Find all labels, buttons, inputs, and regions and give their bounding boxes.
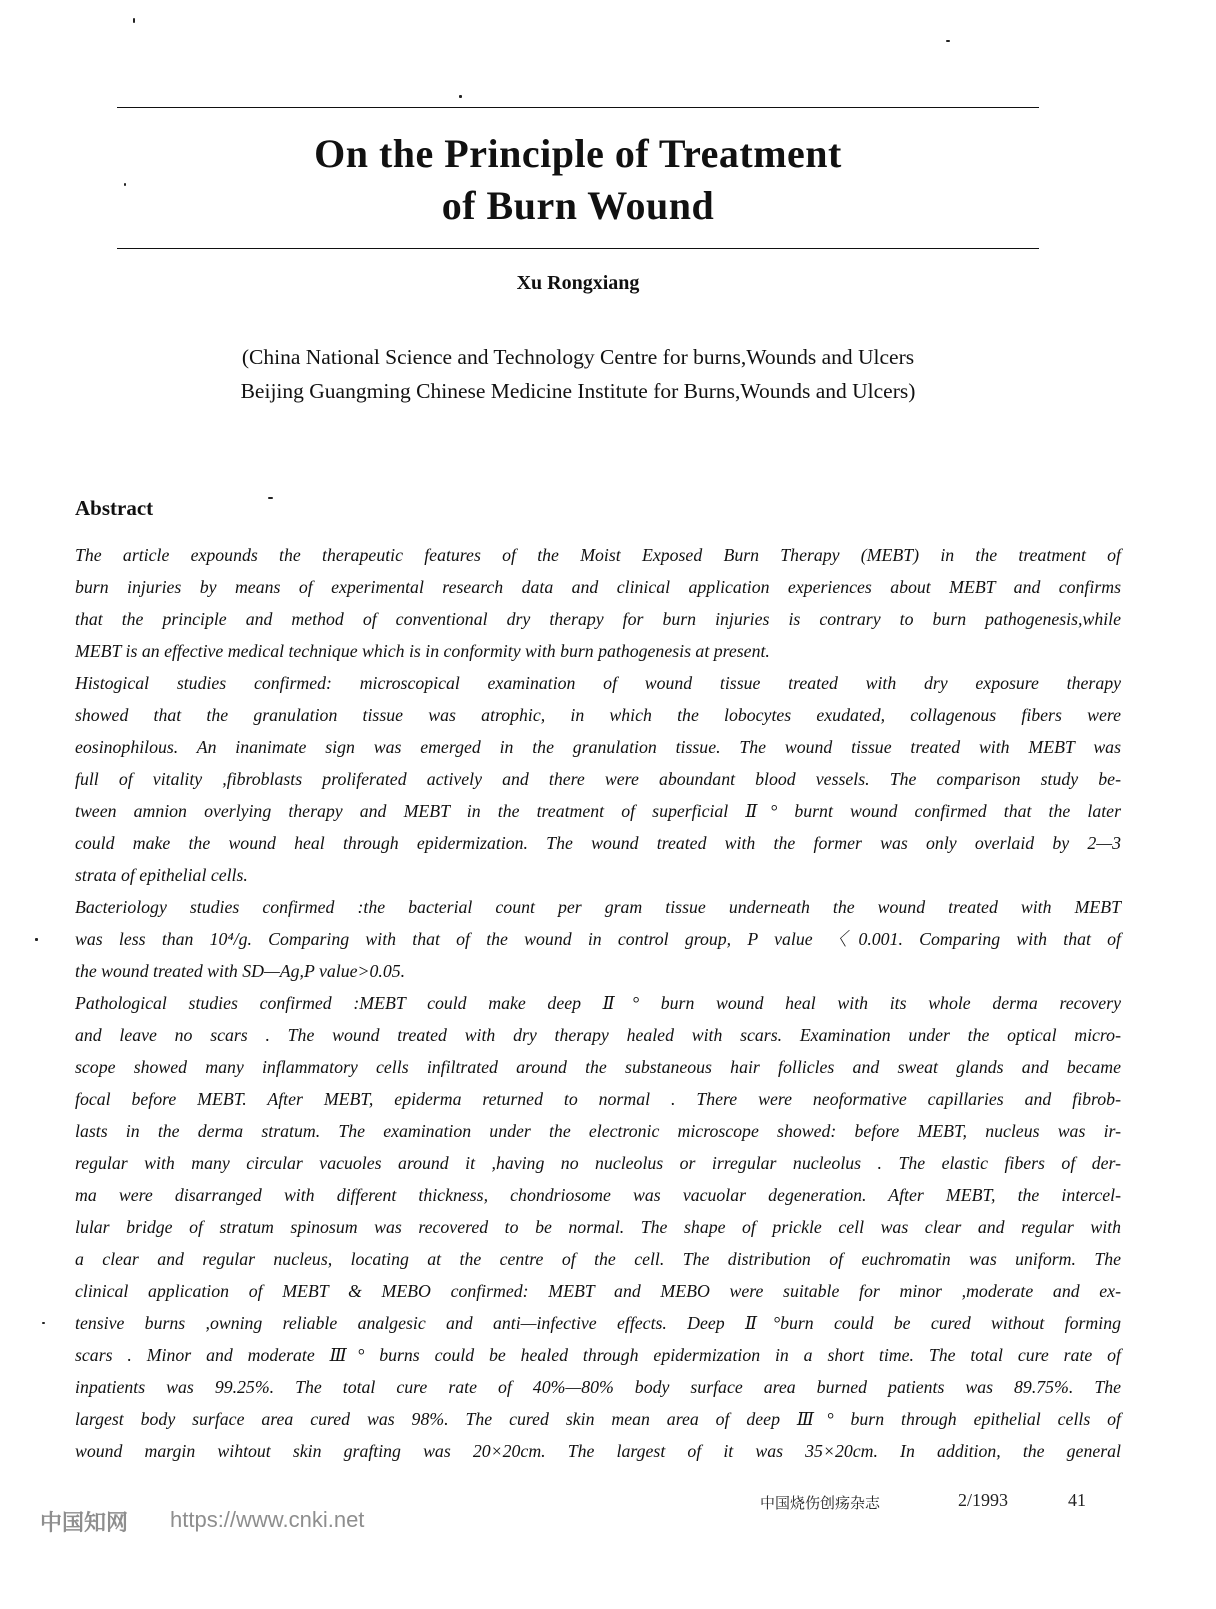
body-line: eosinophilous. An inanimate sign was emerged in the granulation tissue. The wound tissue treated with MEBT was xyxy=(75,737,1121,757)
body-line: Bacteriology studies confirmed :the bacterial count per gram tissue underneath the wound treated with MEBT xyxy=(75,897,1121,917)
body-line: burn injuries by means of experimental research data and clinical application experiences about MEBT and confirms xyxy=(75,577,1121,597)
body-line: full of vitality ,fibroblasts proliferated actively and there were aboundant blood vessels. The comparison study be- xyxy=(75,769,1121,789)
top-rule xyxy=(117,107,1039,108)
affiliation-line-2: Beijing Guangming Chinese Medicine Institute for Burns,Wounds and Ulcers) xyxy=(240,379,916,403)
scan-speck xyxy=(42,1322,45,1324)
body-line: that the principle and method of conventional dry therapy for burn injuries is contrary to burn pathogenesis,while xyxy=(75,609,1121,629)
cnki-url-link[interactable]: https://www.cnki.net xyxy=(170,1507,365,1532)
article-title-line-2: of Burn Wound xyxy=(441,183,715,228)
scan-speck xyxy=(133,18,135,23)
journal-name: 中国烧伤创疡杂志 xyxy=(760,1494,881,1512)
abstract-heading: Abstract xyxy=(75,496,154,520)
body-line: lasts in the derma stratum. The examination under the electronic microscope showed: before MEBT, nucleus was ir- xyxy=(75,1121,1121,1141)
body-line: scars . Minor and moderate Ⅲ° burns could be healed through epidermization in a short time. The total cure rate of xyxy=(75,1345,1121,1365)
body-line: the wound treated with SD—Ag,P value>0.05. xyxy=(75,961,406,981)
body-line: tween amnion overlying therapy and MEBT in the treatment of superficial Ⅱ° burnt wound confirmed that the later xyxy=(75,801,1121,821)
body-line: and leave no scars . The wound treated with dry therapy healed with scars. Examination under the optical micro- xyxy=(75,1025,1121,1045)
body-line: MEBT is an effective medical technique which is in conformity with burn pathogenesis at present. xyxy=(75,641,770,661)
affiliation-line-1: (China National Science and Technology Centre for burns,Wounds and Ulcers xyxy=(241,345,915,369)
body-line: The article expounds the therapeutic features of the Moist Exposed Burn Therapy (MEBT) in the treatment of xyxy=(75,545,1121,565)
body-line: was less than 10⁴/g. Comparing with that of the wound in control group, P value 〈0.001. Comparing with that of xyxy=(75,929,1121,949)
body-line: strata of epithelial cells. xyxy=(75,865,248,885)
body-line: clinical application of MEBT & MEBO confirmed: MEBT and MEBO were suitable for minor ,moderate and ex- xyxy=(75,1281,1121,1301)
body-line: inpatients was 99.25%. The total cure rate of 40%—80% body surface area burned patients was 89.75%. The xyxy=(75,1377,1121,1397)
body-line: ma were disarranged with different thickness, chondriosome was vacuolar degeneration. After MEBT, the intercel- xyxy=(75,1185,1121,1205)
body-line: showed that the granulation tissue was atrophic, in which the lobocytes exudated, collagenous fibers were xyxy=(75,705,1121,725)
body-line: could make the wound heal through epidermization. The wound treated with the former was only overlaid by 2—3 xyxy=(75,833,1121,853)
cnki-logo: 中国知网 xyxy=(40,1511,129,1536)
body-line: focal before MEBT. After MEBT, epiderma returned to normal . There were neoformative capillaries and fibrob- xyxy=(75,1089,1121,1109)
scan-speck xyxy=(124,183,126,186)
body-line: Histogical studies confirmed: microscopical examination of wound tissue treated with dry exposure therapy xyxy=(75,673,1121,693)
body-line: lular bridge of stratum spinosum was recovered to be normal. The shape of prickle cell was clear and regular with xyxy=(75,1217,1121,1237)
body-line: scope showed many inflammatory cells infiltrated around the substaneous hair follicles and sweat glands and became xyxy=(75,1057,1121,1077)
body-line: largest body surface area cured was 98%. The cured skin mean area of deep Ⅲ° burn through epithelial cells of xyxy=(75,1409,1121,1429)
body-line: regular with many circular vacuoles around it ,having no nucleolus or irregular nucleolus . The elastic fibers of der- xyxy=(75,1153,1121,1173)
page-number: 41 xyxy=(1068,1490,1086,1510)
bottom-rule xyxy=(117,248,1039,249)
body-line: tensive burns ,owning reliable analgesic and anti—infective effects. Deep Ⅱ°burn could be cured without forming xyxy=(75,1313,1121,1333)
article-title-line-1: On the Principle of Treatment xyxy=(314,131,842,176)
issue-number: 2/1993 xyxy=(958,1490,1009,1510)
scan-speck xyxy=(946,40,950,42)
body-line: Pathological studies confirmed :MEBT could make deep Ⅱ° burn wound heal with its whole derma recovery xyxy=(75,993,1121,1013)
scan-speck xyxy=(459,95,462,98)
scan-speck xyxy=(268,497,273,499)
body-line: wound margin wihtout skin grafting was 20×20cm. The largest of it was 35×20cm. In addition, the general xyxy=(75,1441,1121,1461)
author-name: Xu Rongxiang xyxy=(516,272,640,294)
body-line: a clear and regular nucleus, locating at the centre of the cell. The distribution of euchromatin was uniform. The xyxy=(75,1249,1121,1269)
scan-speck xyxy=(35,938,38,941)
